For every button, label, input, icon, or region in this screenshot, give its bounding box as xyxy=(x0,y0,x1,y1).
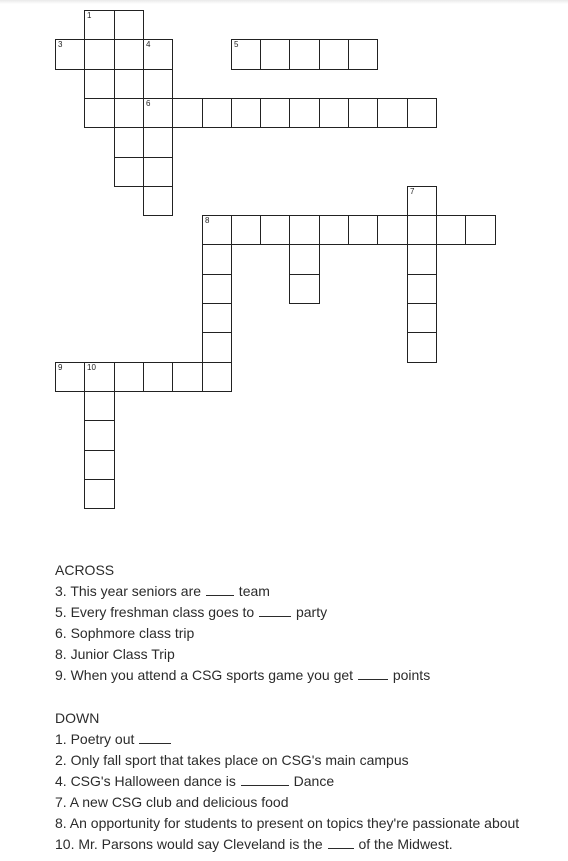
grid-cell[interactable] xyxy=(465,215,496,245)
grid-cell[interactable] xyxy=(55,362,85,392)
clue-number: 7 xyxy=(410,187,415,196)
grid-cell[interactable] xyxy=(202,244,232,275)
grid-cell[interactable] xyxy=(202,303,232,333)
across-clue xyxy=(55,581,555,602)
grid-cell[interactable] xyxy=(84,362,115,392)
down-clue xyxy=(55,729,555,750)
grid-cell[interactable] xyxy=(55,39,85,70)
across-heading: ACROSS xyxy=(55,562,115,578)
grid-cell[interactable] xyxy=(114,69,144,99)
clue-text: party xyxy=(292,604,328,621)
answer-blank xyxy=(259,605,291,617)
down-clue xyxy=(55,834,555,855)
across-clue xyxy=(55,602,555,623)
clue-text: 7. A new CSG club and delicious food xyxy=(55,794,289,811)
grid-cell[interactable] xyxy=(348,215,378,245)
clue-text: 8. An opportunity for students to present on topics they're passionate about xyxy=(55,815,520,832)
grid-cell[interactable] xyxy=(231,98,261,128)
grid-cell[interactable] xyxy=(231,215,261,245)
grid-cell[interactable] xyxy=(143,69,173,99)
clue-text: 2. Only fall sport that takes place on CSG's main campus xyxy=(55,751,409,768)
clue-number: 4 xyxy=(146,40,151,49)
answer-blank xyxy=(241,774,289,786)
grid-cell[interactable] xyxy=(436,215,466,245)
clue-text: 8. Junior Class Trip xyxy=(55,646,175,663)
clue-number: 9 xyxy=(58,363,63,372)
grid-cell[interactable] xyxy=(202,98,232,128)
grid-cell[interactable] xyxy=(172,362,203,392)
clue-number: 3 xyxy=(58,40,63,49)
clue-text: points xyxy=(388,667,431,684)
grid-cell[interactable] xyxy=(84,479,115,509)
grid-cell[interactable] xyxy=(84,420,115,451)
grid-cell[interactable] xyxy=(114,157,144,187)
grid-cell[interactable] xyxy=(143,98,173,128)
grid-cell[interactable] xyxy=(84,69,115,99)
grid-cell[interactable] xyxy=(348,39,378,70)
down-clues xyxy=(55,729,555,856)
grid-cell[interactable] xyxy=(289,215,320,245)
clue-text: of the Midwest. xyxy=(354,836,453,853)
grid-cell[interactable] xyxy=(260,39,290,70)
across-clue xyxy=(55,623,555,644)
clue-text: Dance xyxy=(289,772,335,789)
grid-cell[interactable] xyxy=(260,98,290,128)
grid-cell[interactable] xyxy=(114,362,144,392)
grid-cell[interactable] xyxy=(407,303,437,333)
grid-cell[interactable] xyxy=(114,39,144,70)
clue-text: 10. Mr. Parsons would say Cleveland is the xyxy=(55,836,327,853)
grid-cell[interactable] xyxy=(84,450,115,480)
clue-text: 4. CSG's Halloween dance is xyxy=(55,772,240,789)
answer-blank xyxy=(328,837,354,849)
grid-cell[interactable] xyxy=(319,39,349,70)
grid-cell[interactable] xyxy=(114,10,144,40)
grid-cell[interactable] xyxy=(319,215,349,245)
grid-cell[interactable] xyxy=(407,332,437,363)
answer-blank xyxy=(358,668,388,680)
grid-cell[interactable] xyxy=(231,39,261,70)
down-clue xyxy=(55,792,555,813)
grid-cell[interactable] xyxy=(289,98,320,128)
grid-cell[interactable] xyxy=(114,127,144,158)
grid-cell[interactable] xyxy=(84,39,115,70)
grid-cell[interactable] xyxy=(319,98,349,128)
grid-cell[interactable] xyxy=(289,274,320,304)
clue-number: 10 xyxy=(87,363,96,372)
grid-cell[interactable] xyxy=(143,362,173,392)
down-clue xyxy=(55,750,555,771)
grid-cell[interactable] xyxy=(407,274,437,304)
down-clue xyxy=(55,771,555,792)
clue-text: 1. Poetry out xyxy=(55,730,139,747)
grid-cell[interactable] xyxy=(172,98,203,128)
grid-cell[interactable] xyxy=(84,391,115,421)
grid-cell[interactable] xyxy=(377,215,408,245)
clue-text: 3. This year seniors are xyxy=(55,583,205,600)
clue-text: team xyxy=(234,583,270,600)
answer-blank xyxy=(206,584,234,596)
grid-cell[interactable] xyxy=(84,10,115,40)
grid-cell[interactable] xyxy=(407,215,437,245)
grid-cell[interactable] xyxy=(143,186,173,216)
clue-text: 6. Sophmore class trip xyxy=(55,625,195,642)
grid-cell[interactable] xyxy=(260,215,290,245)
clue-list xyxy=(55,560,555,855)
grid-cell[interactable] xyxy=(407,244,437,275)
clue-number: 1 xyxy=(87,11,92,20)
grid-cell[interactable] xyxy=(114,98,144,128)
across-clue xyxy=(55,644,555,665)
grid-cell[interactable] xyxy=(407,186,437,216)
down-clue xyxy=(55,813,555,834)
grid-cell[interactable] xyxy=(202,362,232,392)
grid-cell[interactable] xyxy=(289,39,320,70)
answer-blank xyxy=(139,732,171,744)
clue-text: 5. Every freshman class goes to xyxy=(55,604,259,621)
grid-cell[interactable] xyxy=(289,244,320,275)
down-heading: DOWN xyxy=(55,709,100,726)
grid-cell[interactable] xyxy=(143,157,173,187)
grid-cell[interactable] xyxy=(143,127,173,158)
clue-number: 8 xyxy=(205,216,210,225)
across-clues xyxy=(55,581,555,686)
clue-number: 5 xyxy=(234,40,239,49)
grid-cell[interactable] xyxy=(202,332,232,363)
grid-cell[interactable] xyxy=(377,98,408,128)
grid-cell[interactable] xyxy=(143,39,173,70)
clue-number: 6 xyxy=(146,99,151,108)
clue-text: 9. When you attend a CSG sports game you get xyxy=(55,667,357,684)
grid-cell[interactable] xyxy=(84,98,115,128)
grid-cell[interactable] xyxy=(407,98,437,128)
grid-cell[interactable] xyxy=(202,215,232,245)
across-clue xyxy=(55,665,555,686)
grid-cell[interactable] xyxy=(348,98,378,128)
grid-cell[interactable] xyxy=(202,274,232,304)
